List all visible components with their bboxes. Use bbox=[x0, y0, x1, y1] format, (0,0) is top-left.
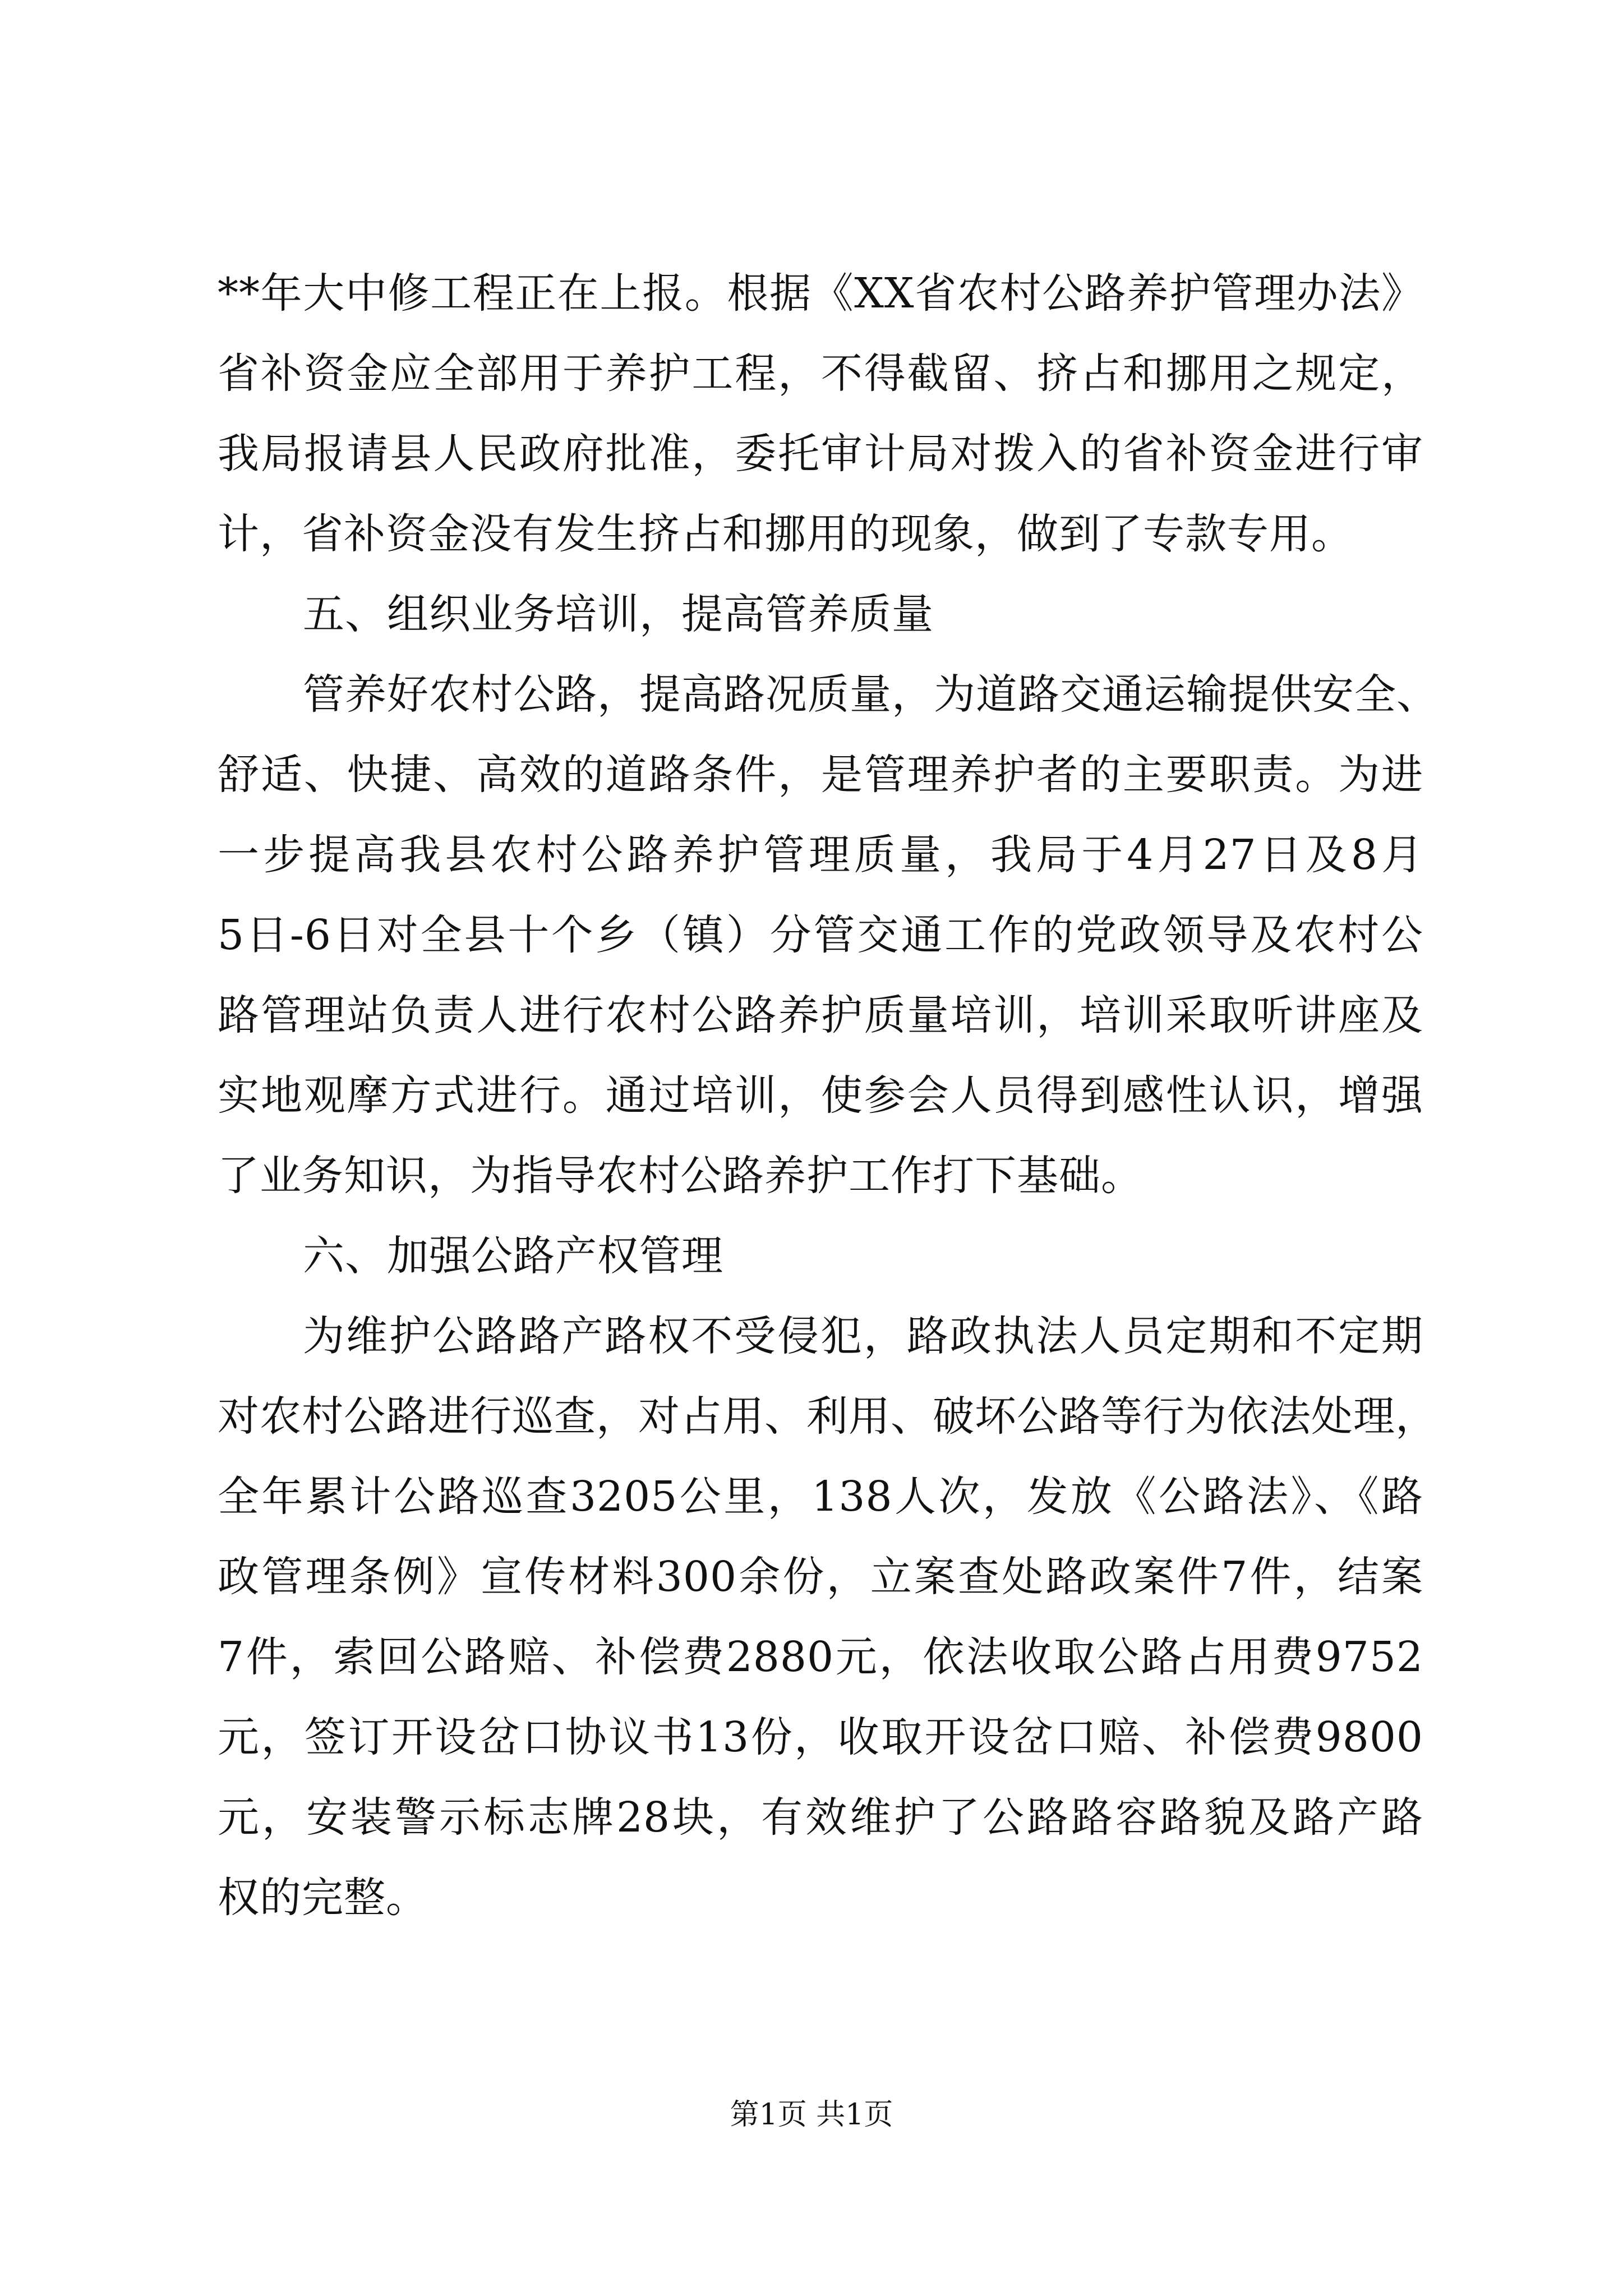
text-line: 舒适、快捷、高效的道路条件，是管理养护者的主要职责。为进 bbox=[218, 751, 1423, 799]
paragraph-property-rights bbox=[218, 1296, 1437, 1938]
paragraph-funding bbox=[218, 254, 1423, 574]
text-line: 权的完整。 bbox=[218, 1874, 428, 1922]
page-footer: 第1页 共1页 bbox=[730, 2098, 893, 2132]
text-line: 元，安装警示标志牌28块，有效维护了公路路容路貌及路产路 bbox=[218, 1793, 1423, 1842]
section-heading-training: 五、组织业务培训，提高管养质量 bbox=[303, 590, 934, 638]
text-line: **年大中修工程正在上报。根据《XX省农村公路养护管理办法》 bbox=[218, 269, 1423, 318]
text-line: 一步提高我县农村公路养护管理质量，我局于4月27日及8月 bbox=[218, 831, 1423, 879]
document-body bbox=[218, 254, 1438, 1938]
text-line: 省补资金应全部用于养护工程，不得截留、挤占和挪用之规定， bbox=[218, 349, 1423, 398]
text-line: 路管理站负责人进行农村公路养护质量培训，培训采取听讲座及 bbox=[218, 991, 1423, 1039]
text-line: 为维护公路路产路权不受侵犯，路政执法人员定期和不定期 bbox=[303, 1312, 1423, 1360]
text-line: 对农村公路进行巡查，对占用、利用、破坏公路等行为依法处理， bbox=[218, 1392, 1437, 1441]
text-line: 管养好农村公路，提高路况质量，为道路交通运输提供安全、 bbox=[303, 670, 1438, 719]
text-line: 5日-6日对全县十个乡（镇）分管交通工作的党政领导及农村公 bbox=[218, 911, 1423, 959]
paragraph-training bbox=[218, 655, 1438, 1216]
text-line: 了业务知识，为指导农村公路养护工作打下基础。 bbox=[218, 1152, 1143, 1200]
text-line: 全年累计公路巡查3205公里，138人次，发放《公路法》、《路 bbox=[218, 1473, 1423, 1521]
text-line: 计，省补资金没有发生挤占和挪用的现象，做到了专款专用。 bbox=[218, 510, 1353, 558]
text-line: 7件，索回公路赔、补偿费2880元，依法收取公路占用费9752 bbox=[218, 1633, 1423, 1681]
section-heading-property-rights: 六、加强公路产权管理 bbox=[303, 1232, 723, 1280]
text-line: 元，签订开设岔口协议书13份，收取开设岔口赔、补偿费9800 bbox=[218, 1713, 1423, 1761]
text-line: 实地观摩方式进行。通过培训，使参会人员得到感性认识，增强 bbox=[218, 1071, 1423, 1120]
text-line: 政管理条例》宣传材料300余份，立案查处路政案件7件，结案 bbox=[218, 1553, 1423, 1601]
text-line: 我局报请县人民政府批准，委托审计局对拨入的省补资金进行审 bbox=[218, 430, 1423, 478]
